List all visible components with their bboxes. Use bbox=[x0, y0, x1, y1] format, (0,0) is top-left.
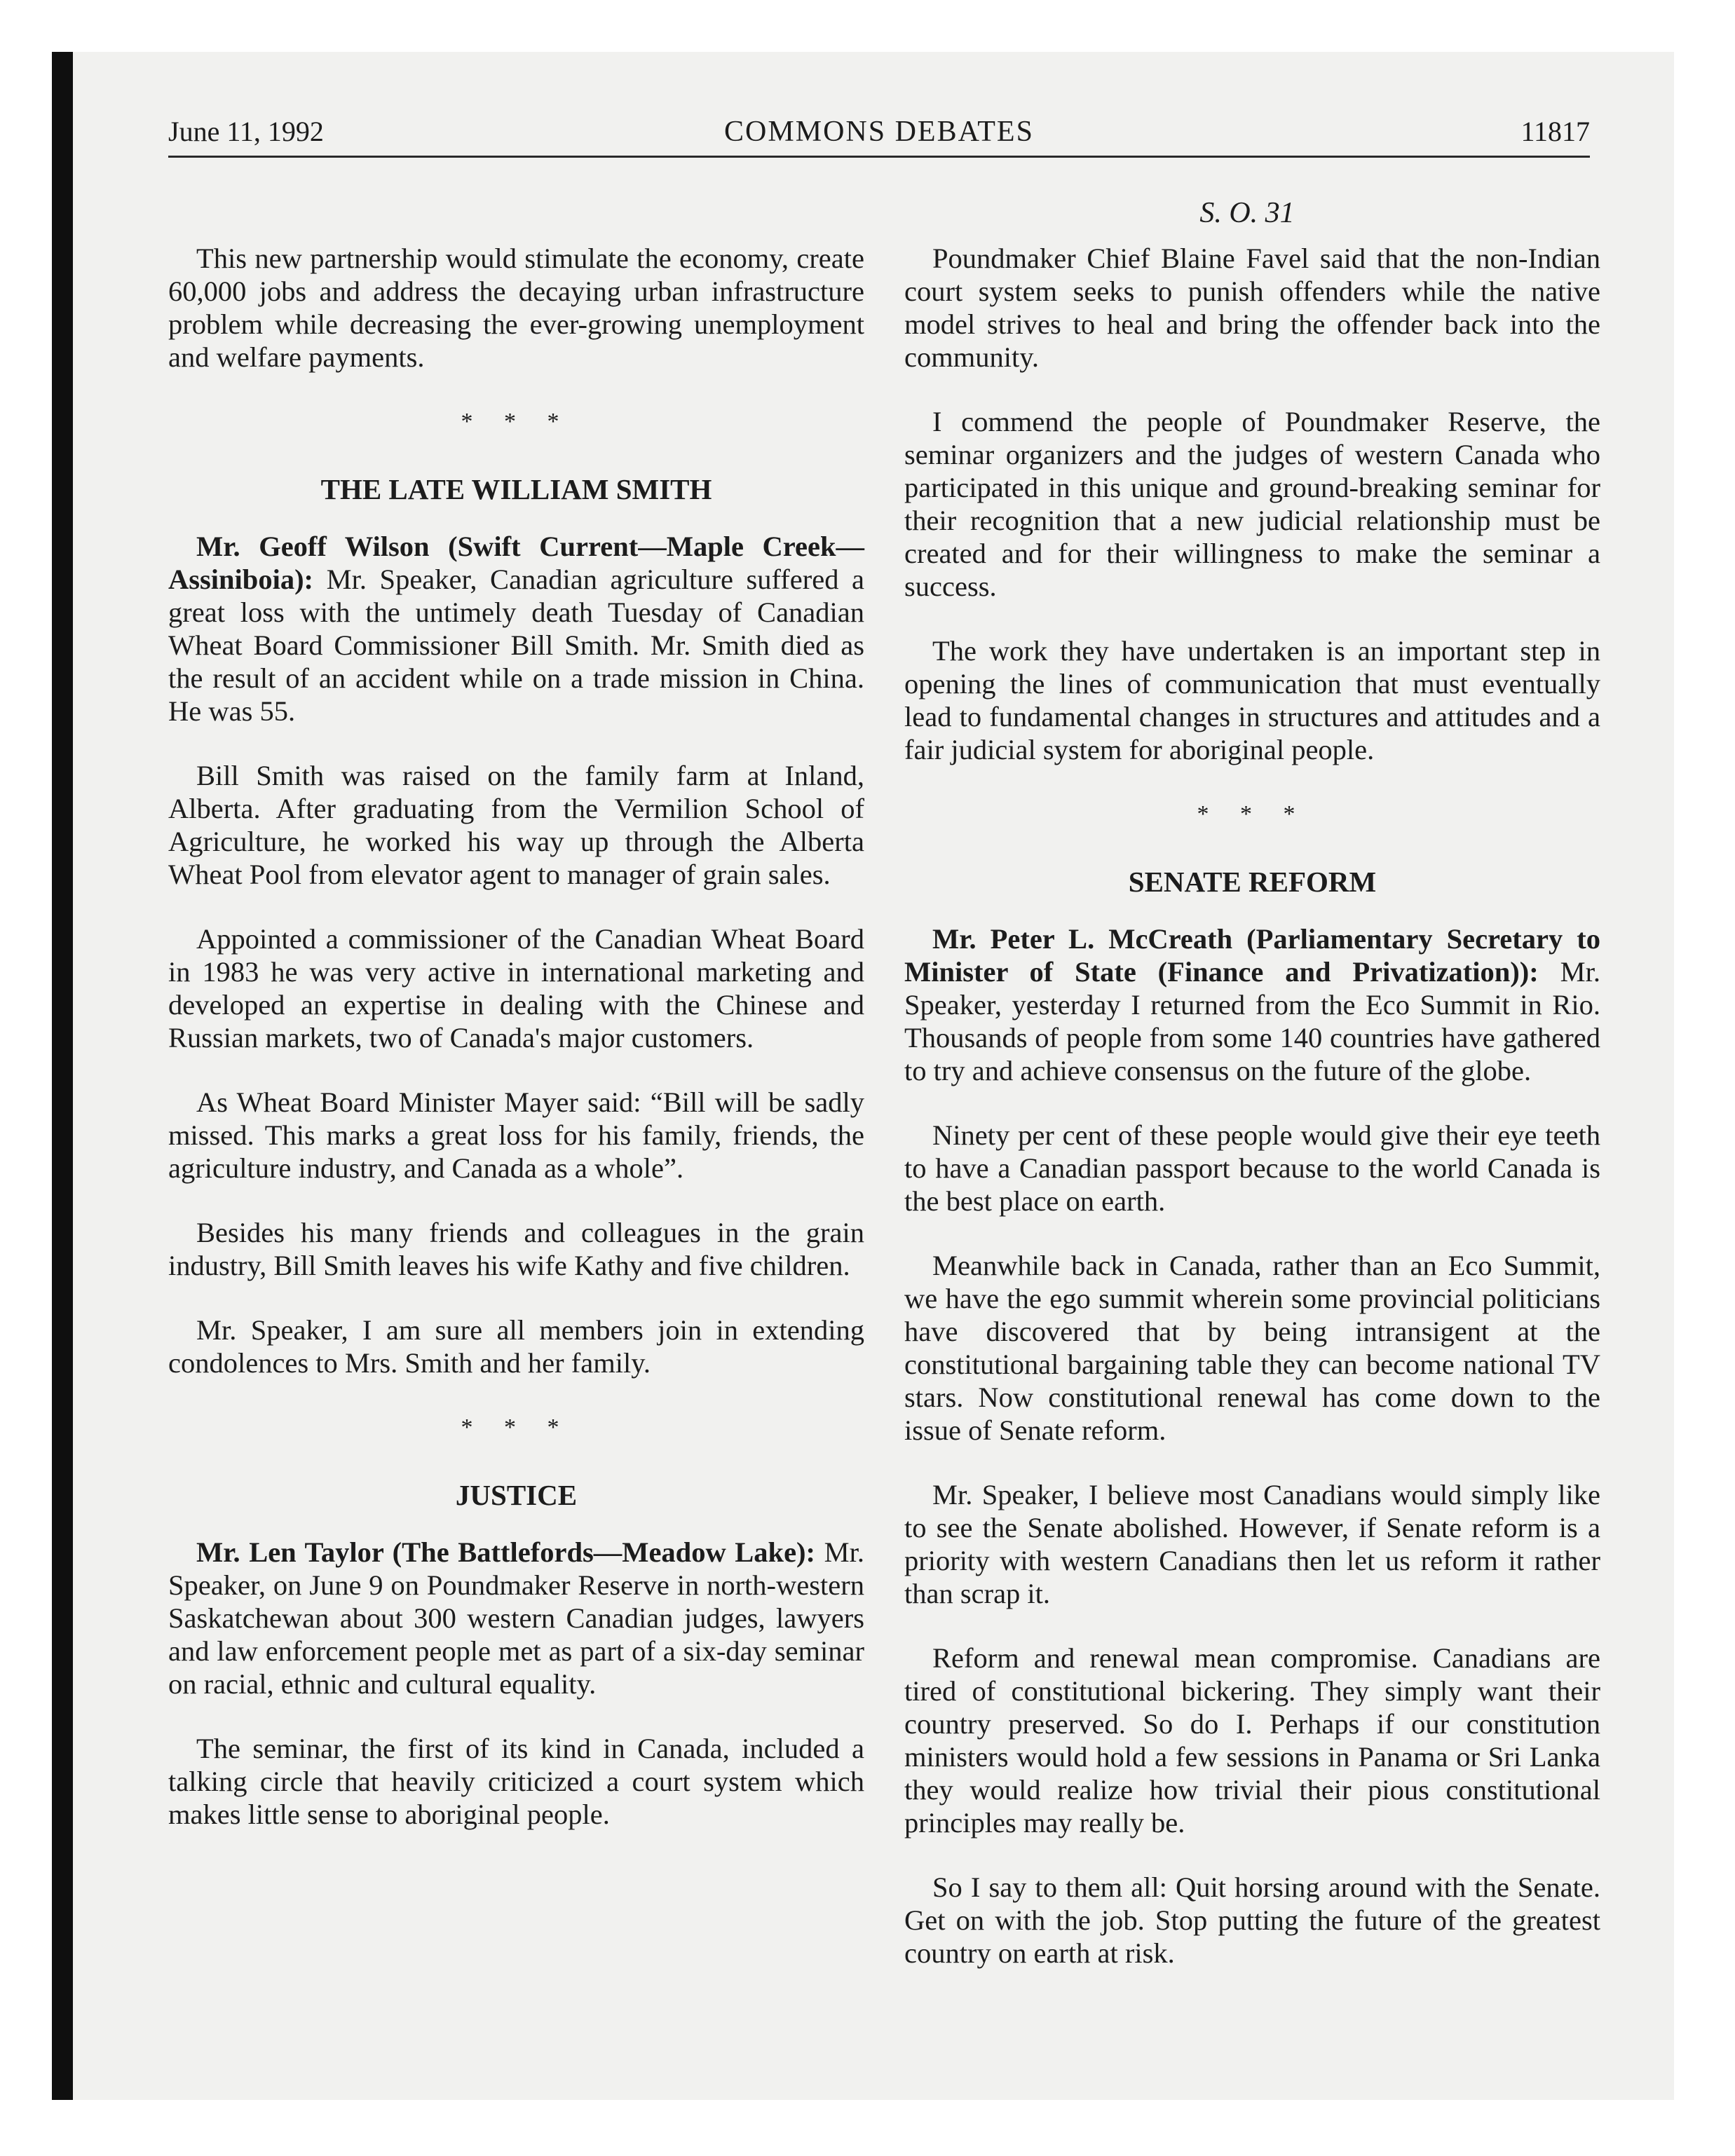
header-rule bbox=[168, 156, 1590, 158]
paragraph: Besides his many friends and colleagues in the grain industry, Bill Smith leaves his wife Kathy and five children. bbox=[168, 1217, 864, 1281]
paragraph: This new partnership would stimulate the economy, create 60,000 jobs and address the decaying urban infrastructure problem while decreasing the ever-growing unemployment and welfare payments. bbox=[168, 243, 864, 373]
standing-order-label: S. O. 31 bbox=[1199, 197, 1295, 229]
statement-text: Mr. Speaker, yesterday I returned from the Eco Summit in Rio. Thousands of people from some 140 countries have gathered to try and achieve consensus on the future of the globe. bbox=[904, 956, 1601, 1086]
speaker-name: Mr. Peter L. McCreath (Parliamentary Secretary to Minister of State (Finance and Privatization)): bbox=[904, 923, 1600, 988]
paragraph: Poundmaker Chief Blaine Favel said that the non-Indian court system seeks to punish offenders while the native model strives to heal and bring the offender back into the community. bbox=[904, 243, 1600, 373]
scan-border bbox=[52, 52, 73, 2100]
paragraph: Meanwhile back in Canada, rather than an Eco Summit, we have the ego summit wherein some provincial politicians have discovered that by being intransigent at the constitutional bargaining table they can become national TV stars. Now constitutional renewal has come down to the issue of Senate reform. bbox=[904, 1250, 1600, 1446]
paragraph: Reform and renewal mean compromise. Canadians are tired of constitutional bickering. They simply want their country preserved. So do I. Perhaps if our constitution ministers would hold a few sessions in Panama or Sri Lanka they would realize how trivial their pious constitutional principles may really be. bbox=[904, 1642, 1600, 1838]
page-header bbox=[168, 115, 1590, 157]
paragraph: I commend the people of Poundmaker Reserve, the seminar organizers and the judges of western Canada who participated in this unique and ground-breaking seminar for their recognition that a new judicial relationship must be created and for their willingness to make the seminar a success. bbox=[904, 406, 1600, 602]
paragraph: Mr. Speaker, I believe most Canadians would simply like to see the Senate abolished. However, if Senate reform is a priority with western Canadians then let us reform it rather than scrap it. bbox=[904, 1479, 1600, 1609]
statement-text: Mr. Speaker, on June 9 on Poundmaker Reserve in north-western Saskatchewan about 300 western Canadian judges, lawyers and law enforcement people met as part of a six-day seminar on racial, ethnic and cultural equality. bbox=[168, 1536, 865, 1700]
paragraph: So I say to them all: Quit horsing around with the Senate. Get on with the job. Stop putting the future of the greatest country on earth at risk. bbox=[904, 1871, 1600, 1969]
header-page-number: 11817 bbox=[1520, 116, 1590, 147]
statement-paragraph bbox=[168, 530, 864, 728]
section-separator: * * * bbox=[461, 409, 572, 435]
paragraph: Ninety per cent of these people would give their eye teeth to have a Canadian passport because to the world Canada is the best place on earth. bbox=[904, 1119, 1600, 1217]
statement-text: Mr. Speaker, Canadian agriculture suffered a great loss with the untimely death Tuesday of Canadian Wheat Board Commissioner Bill Smith. Mr. Smith died as the result of an accident while on a trade mission in China. He was 55. bbox=[168, 564, 864, 727]
right-column bbox=[904, 242, 1600, 2001]
statement-paragraph bbox=[904, 922, 1600, 1087]
paragraph: Mr. Speaker, I am sure all members join in extending condolences to Mrs. Smith and her family. bbox=[168, 1314, 864, 1379]
section-separator: * * * bbox=[461, 1414, 572, 1440]
speaker-name: Mr. Geoff Wilson (Swift Current—Maple Creek—Assiniboia): bbox=[168, 531, 864, 595]
paragraph: Appointed a commissioner of the Canadian Wheat Board in 1983 he was very active in international marketing and developed an expertise in dealing with the Chinese and Russian markets, two of Canada's major customers. bbox=[168, 923, 864, 1053]
left-column bbox=[168, 242, 864, 1862]
section-heading: SENATE REFORM bbox=[1128, 866, 1377, 898]
section-heading: THE LATE WILLIAM SMITH bbox=[320, 473, 712, 505]
section-separator: * * * bbox=[1197, 801, 1308, 827]
paragraph: The work they have undertaken is an important step in opening the lines of communication that must eventually lead to fundamental changes in structures and attitudes and a fair judicial system for aboriginal people. bbox=[904, 635, 1600, 765]
speaker-name: Mr. Len Taylor (The Battlefords—Meadow Lake): bbox=[196, 1536, 816, 1568]
statement-paragraph bbox=[168, 1536, 864, 1700]
paragraph: As Wheat Board Minister Mayer said: “Bill will be sadly missed. This marks a great loss for his family, friends, the agriculture industry, and Canada as a whole”. bbox=[168, 1086, 864, 1184]
section-heading: JUSTICE bbox=[455, 1479, 578, 1511]
header-title: COMMONS DEBATES bbox=[724, 116, 1034, 148]
header-date: June 11, 1992 bbox=[168, 116, 324, 147]
paragraph: The seminar, the first of its kind in Canada, included a talking circle that heavily criticized a court system which makes little sense to aboriginal people. bbox=[168, 1733, 864, 1830]
paragraph: Bill Smith was raised on the family farm at Inland, Alberta. After graduating from the Vermilion School of Agriculture, he worked his way up through the Alberta Wheat Pool from elevator agent to manager of grain sales. bbox=[168, 760, 864, 890]
